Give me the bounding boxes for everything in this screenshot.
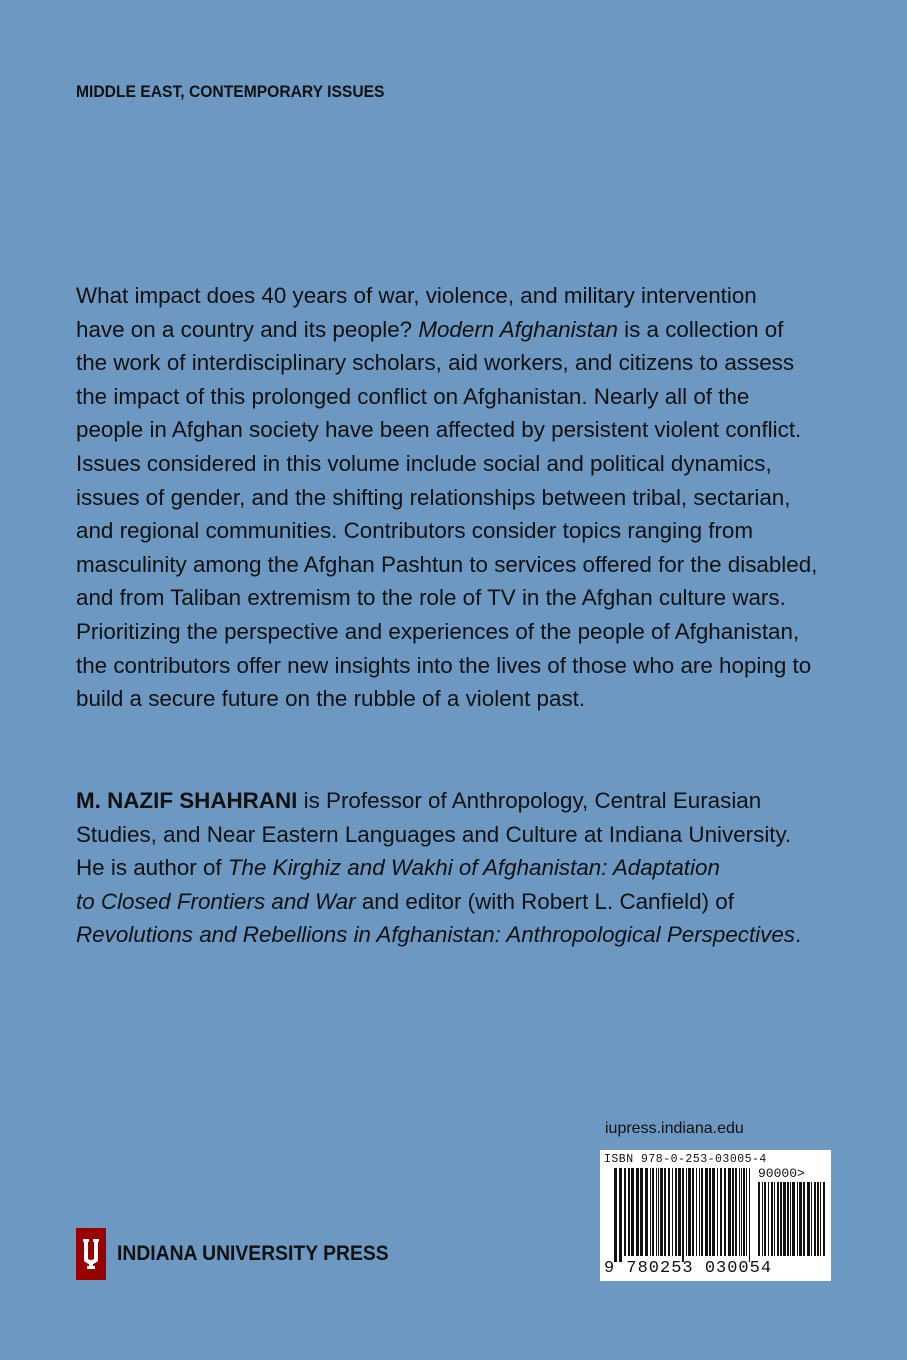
book-title: Revolutions and Rebellions in Afghanistan: Anthropological Perspectives [76,922,796,948]
barcode-bar [675,1168,677,1256]
barcode-bar [743,1168,745,1256]
barcode-bar [720,1168,722,1256]
barcode-bar [650,1168,651,1256]
book-title: to Closed Frontiers and War [76,888,356,914]
barcode-bar [688,1168,691,1256]
trident-icon [80,1237,102,1271]
bio-line [76,918,836,952]
barcode-bar [728,1168,731,1256]
barcode-bar [672,1168,673,1256]
barcode-bar [682,1168,684,1262]
blurb-line: Issues considered in this volume include social and political dynamics, [76,450,772,476]
barcode-bar [658,1168,659,1256]
bio-text: is Professor of Anthropology, Central Eurasian [297,788,762,813]
book-title: The Kirghiz and Wakhi of Afghanistan: Adaptation [227,855,720,881]
barcode-bar [807,1182,810,1256]
barcode-bar [790,1182,791,1256]
barcode-bar [771,1182,773,1256]
blurb-text: have on a country and its people? [76,316,419,342]
barcode-bar [631,1168,634,1256]
barcode-bar [749,1168,750,1262]
barcode-bar [705,1168,708,1256]
barcode-bar [712,1168,715,1256]
barcode-bar [678,1168,681,1256]
barcode-bar [652,1168,654,1256]
barcode-bar [660,1168,663,1256]
blurb-line [76,313,836,347]
blurb-line: masculinity among the Afghan Pashtun to services offered for the disabled, [76,551,818,577]
blurb-line: Prioritizing the perspective and experiences of the people of Afghanistan, [76,618,800,644]
barcode-bar [619,1168,622,1262]
barcode-bar [686,1168,687,1256]
barcode-bar [797,1182,798,1256]
ean-digits: 9 780253 030054 [604,1259,773,1278]
barcode-bar [624,1168,626,1256]
barcode-bar [717,1168,718,1256]
barcode-bar [803,1182,805,1256]
bio-line: Studies, and Near Eastern Languages and Culture at Indiana University. [76,821,792,847]
barcode-bar [739,1168,740,1256]
barcode-bar [823,1182,825,1256]
barcode-bar [764,1182,766,1256]
publisher-name: INDIANA UNIVERSITY PRESS [117,1242,389,1265]
barcode-bar [636,1168,639,1256]
barcode-bar [724,1168,726,1256]
iu-trident-logo [76,1228,106,1280]
barcode-bar [701,1168,703,1256]
barcode-bar [799,1182,802,1256]
blurb-line: build a secure future on the rubble of a violent past. [76,686,586,712]
barcode-bar [699,1168,700,1256]
author-bio [76,784,836,952]
barcode-bar [811,1182,812,1256]
bio-text: . [795,922,802,948]
barcode-bar [762,1182,763,1256]
barcode-bar [817,1182,819,1256]
barcode-bar [664,1168,666,1256]
barcode-bar [696,1168,697,1256]
barcode-bar [645,1168,648,1256]
barcode-bar [709,1168,711,1256]
barcode-bar [614,1168,617,1262]
blurb-text: is a collection of [617,316,784,342]
bio-line [76,784,836,818]
description-blurb [76,279,836,716]
blurb-line: and regional communities. Contributors consider topics ranging from [76,518,754,544]
barcode-bar [814,1182,816,1256]
author-name: M. NAZIF SHAHRANI [76,788,298,813]
barcode-bar [780,1182,782,1256]
website-url: iupress.indiana.edu [605,1120,744,1137]
barcode-bar [656,1168,657,1256]
barcode-bar [758,1182,760,1256]
bio-line [76,851,836,885]
category-label: MIDDLE EAST, CONTEMPORARY ISSUES [76,82,385,101]
blurb-line: and from Taliban extremism to the role of TV in the Afghan culture wars. [76,585,786,611]
blurb-line: What impact does 40 years of war, violence, and military intervention [76,283,757,308]
barcode-bar [732,1168,734,1256]
blurb-line: issues of gender, and the shifting relationships between tribal, sectarian, [76,484,791,510]
isbn-barcode [600,1150,831,1281]
price-code: 90000> [758,1166,805,1181]
barcode-bar [735,1168,737,1256]
bio-text: He is author of [76,855,228,881]
barcode-bar [640,1168,643,1256]
blurb-line: the impact of this prolonged conflict on Afghanistan. Nearly all of the [76,383,750,409]
barcode-bar [787,1182,789,1256]
barcode-bar [746,1168,747,1256]
bio-line [76,885,836,919]
bio-text: and editor (with Robert L. Canfield) of [355,888,734,914]
barcode-bar [692,1168,694,1256]
book-title: Modern Afghanistan [418,316,618,342]
barcode-bar [668,1168,670,1256]
blurb-line: the work of interdisciplinary scholars, aid workers, and citizens to assess [76,350,795,376]
barcode-bar [774,1182,775,1256]
blurb-line: people in Afghan society have been affected by persistent violent conflict. [76,417,802,443]
barcode-bar [820,1182,821,1256]
barcode-bar [628,1168,630,1256]
barcode-bar [741,1168,742,1256]
publisher-block [76,1228,412,1280]
isbn-label: ISBN 978-0-253-03005-4 [604,1153,767,1166]
barcode-bar [768,1182,769,1256]
barcode-bar [777,1182,779,1256]
barcode-bar [783,1182,786,1256]
blurb-line: the contributors offer new insights into the lives of those who are hoping to [76,652,812,678]
barcode-bar [792,1182,795,1256]
